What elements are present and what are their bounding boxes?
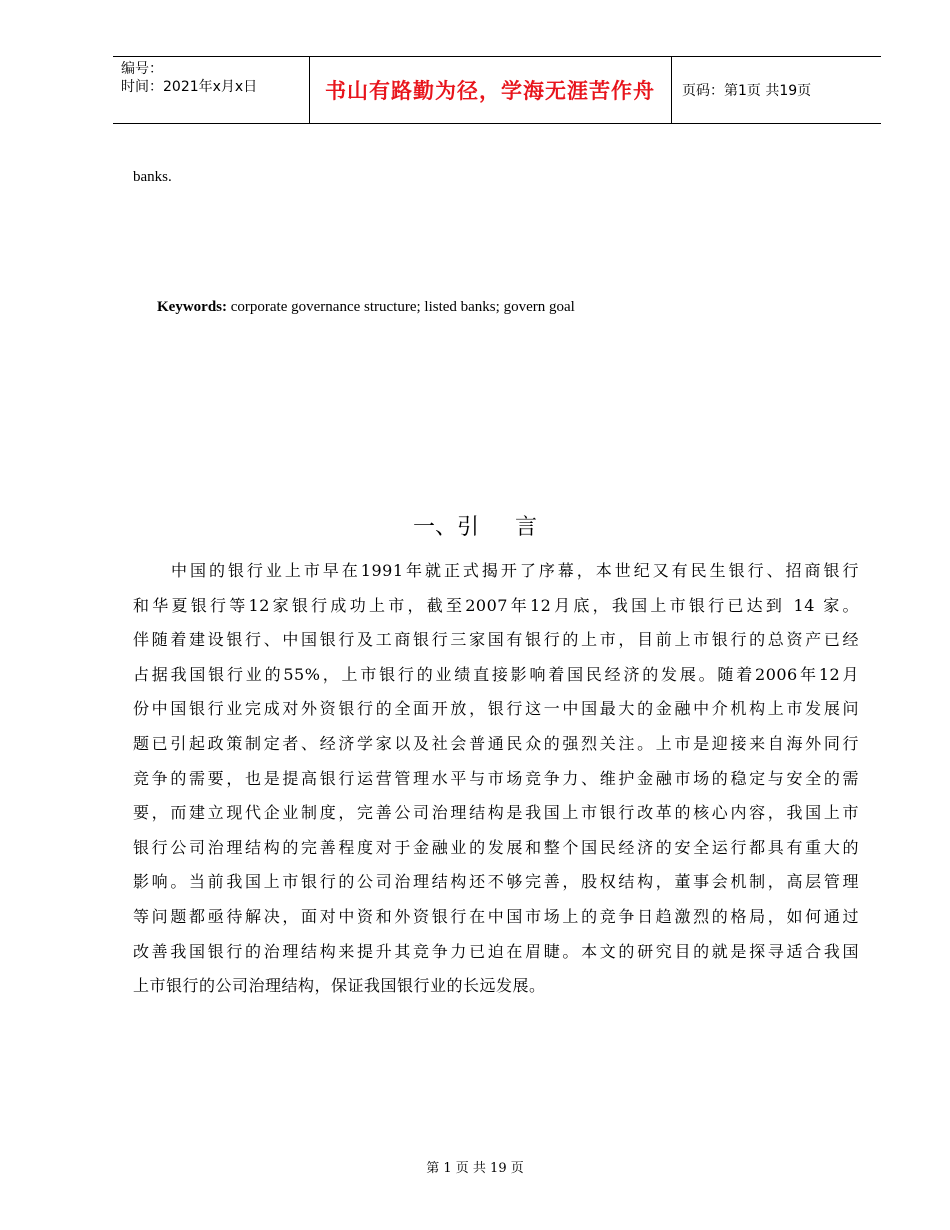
paragraph-line: 和华夏银行等12家银行成功上市，截至2007年12月底，我国上市银行已达到 14 家。 <box>133 595 859 615</box>
paragraph-line: 银行公司治理结构的完善程度对于金融业的发展和整个国民经济的安全运行都具有重大的 <box>133 837 859 857</box>
intro-paragraph <box>133 558 859 1008</box>
paragraph-line: 伴随着建设银行、中国银行及工商银行三家国有银行的上市，目前上市银行的总资产已经 <box>133 630 859 650</box>
keywords-line <box>157 299 575 316</box>
abstract-tail-text: banks. <box>133 169 172 185</box>
paragraph-line: 改善我国银行的治理结构来提升其竞争力已迫在眉睫。本文的研究目的就是探寻适合我国 <box>133 941 859 961</box>
header-meta-cell <box>113 57 310 123</box>
paragraph-line: 要，而建立现代企业制度，完善公司治理结构是我国上市银行改革的核心内容，我国上市 <box>133 803 859 823</box>
paragraph-line: 竞争的需要，也是提高银行运营管理水平与市场竞争力、维护金融市场的稳定与安全的需 <box>133 768 859 788</box>
paragraph-line: 上市银行的公司治理结构，保证我国银行业的长远发展。 <box>133 976 546 996</box>
number-label: 编号： <box>121 61 163 77</box>
paragraph-line: 题已引起政策制定者、经济学家以及社会普通民众的强烈关注。上市是迎接来自海外同行 <box>133 733 859 753</box>
paragraph-line: 中国的银行业上市早在1991年就正式揭开了序幕，本世纪又有民生银行、招商银行 <box>171 561 859 580</box>
paragraph-line: 份中国银行业完成对外资银行的全面开放，银行这一中国最大的金融中介机构上市发展问 <box>133 699 859 719</box>
section-title-part-a: 一、引 <box>412 515 479 540</box>
paragraph-line: 影响。当前我国上市银行的公司治理结构还不够完善，股权结构，董事会机制，高层管理 <box>133 872 859 892</box>
section-title <box>0 510 950 541</box>
header-page-code: 页码：第1页 共19页 <box>682 83 812 99</box>
section-title-part-b: 言 <box>515 515 538 540</box>
keywords-text: corporate governance structure; listed banks; govern goal <box>227 299 575 315</box>
time-label: 时间：2021年x月x日 <box>121 79 258 95</box>
keywords-label: Keywords: <box>157 299 227 315</box>
page-footer: 第 1 页 共 19 页 <box>426 1161 524 1176</box>
paragraph-line: 占据我国银行业的55%，上市银行的业绩直接影响着国民经济的发展。随着2006年12月 <box>133 664 859 684</box>
header-page-cell <box>672 57 881 123</box>
header-motto-cell <box>309 57 672 123</box>
paragraph-line: 等问题都亟待解决，面对中资和外资银行在中国市场上的竞争日趋激烈的格局，如何通过 <box>133 906 859 926</box>
header-motto: 书山有路勤为径，学海无涯苦作舟 <box>325 79 655 103</box>
document-header <box>113 56 881 124</box>
